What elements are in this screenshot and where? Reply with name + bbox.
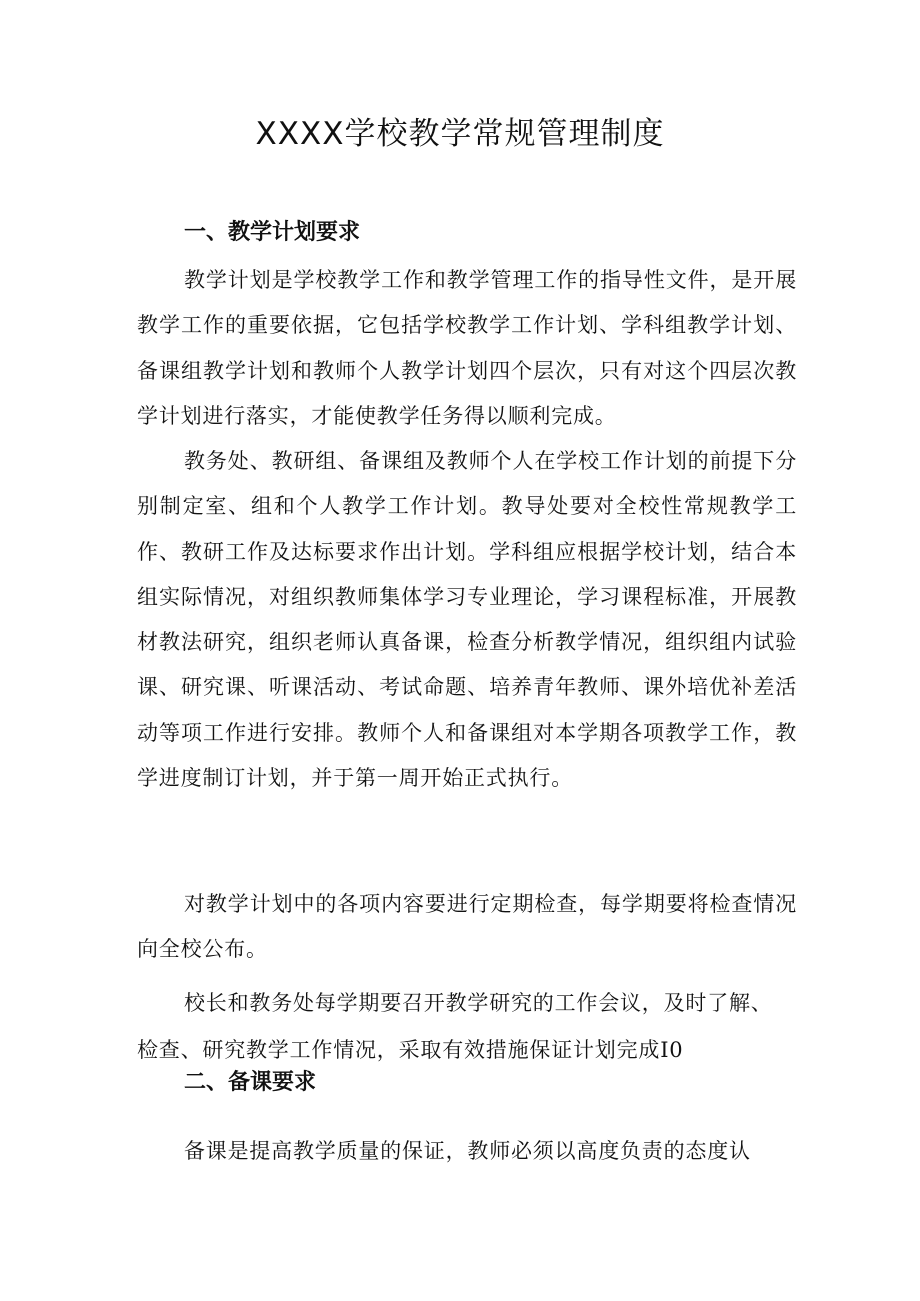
- paragraph-plan-responsibilities: 教务处、教研组、备课组及教师个人在学校工作计划的前提下分别制定室、组和个人教学工作计划。教导处要对全校性常规教学工作、教研工作及达标要求作出计划。学科组应根据学校计划，结合本组实际情况，对组织教师集体学习专业理论，学习课程标准，开展教材教法研究，组织老师认真备课，检查分析教学情况，组织组内试验课、研究课、听课活动、考试命题、培养青年教师、课外培优补差活动等项工作进行安排。教师个人和备课组对本学期各项教学工作，教学进度制订计划，并于第一周开始正式执行。: [137, 449, 797, 791]
- section-heading-lesson-preparation: 二、备课要求: [184, 1070, 317, 1095]
- paragraph-principal-meeting-line-2: 检查、研究教学工作情况，采取有效措施保证计划完成I0: [137, 1038, 684, 1062]
- document-title: XXXX学校教学常规管理制度: [255, 116, 665, 152]
- section-heading-teaching-plan: 一、教学计划要求: [184, 220, 361, 245]
- paragraph-teaching-plan-intro: 教学计划是学校教学工作和教学管理工作的指导性文件，是开展教学工作的重要依据，它包括学校教学工作计划、学科组教学计划、备课组教学计划和教师个人教学计划四个层次，只有对这个四层次教学计划进行落实，才能使教学任务得以顺利完成。: [137, 268, 797, 428]
- paragraph-principal-meeting-line-1: 校长和教务处每学期要召开教学研究的工作会议，及时了解、: [184, 991, 773, 1015]
- paragraph-lesson-preparation-intro: 备课是提高教学质量的保证，教师必须以高度负责的态度认: [184, 1139, 751, 1163]
- paragraph-plan-inspection: 对教学计划中的各项内容要进行定期检查，每学期要将检查情况向全校公布。: [137, 892, 797, 962]
